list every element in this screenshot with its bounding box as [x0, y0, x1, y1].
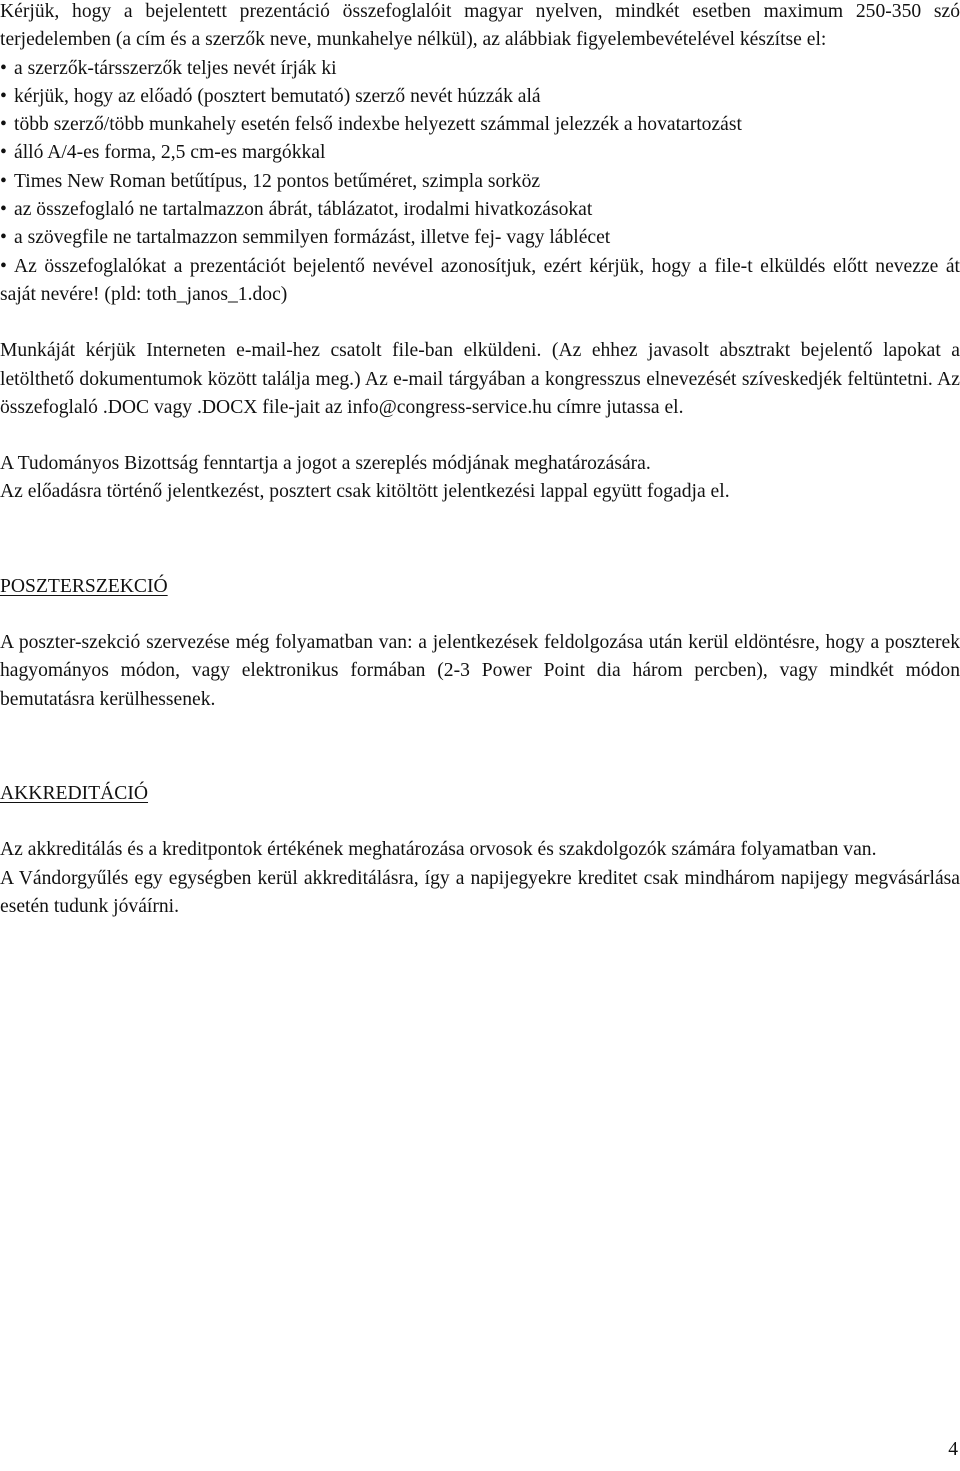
poster-paragraph: A poszter-szekció szervezése még folyamatban van: a jelentkezések feldolgozása után kerül eldöntésre, hogy a poszterek hagyományos módon, vagy elektronikus formában (2-3 Power Point dia három percben), vagy mindkét módon bemutatásra kerülhessenek. — [0, 632, 960, 710]
bullet-icon: • — [0, 199, 7, 221]
bullet-icon: • — [0, 142, 7, 164]
formatting-rules-list — [0, 55, 960, 310]
page-number: 4 — [948, 1439, 958, 1460]
bullet-icon: • — [0, 114, 7, 136]
accreditation-section-heading: AKKREDITÁCIÓ — [0, 782, 149, 804]
bullet-icon: • — [0, 57, 7, 79]
committee-line: Az előadásra történő jelentkezést, posztert csak kitöltött jelentkezési lappal együtt fogadja el. — [0, 481, 730, 503]
submission-paragraph: Munkáját kérjük Interneten e-mail-hez csatolt file-ban elküldeni. (Az ehhez javasolt absztrakt bejelentő lapokat a letölthető dokumentumok között találja meg.) Az e-mail tárgyában a kongresszus elnevezését szíveskedjék feltüntetni. Az összefoglaló .DOC vagy .DOCX file-jait az info@congress-service.hu címre jutassa el. — [0, 340, 960, 418]
rule-item: • a szövegfile ne tartalmazzon semmilyen formázást, illetve fej- vagy láblécet — [0, 224, 960, 252]
rule-item: • több szerző/több munkahely esetén felső indexbe helyezett számmal jelezzék a hovatartozást — [0, 111, 960, 139]
poster-section-heading: POSZTERSZEKCIÓ — [0, 575, 168, 597]
intro-paragraph: Kérjük, hogy a bejelentett prezentáció összefoglalóit magyar nyelven, mindkét esetben maximum 250-350 szó terjedelemben (a cím és a szerzők neve, munkahelye nélkül), az alábbiak figyelembevételével készítse el: — [0, 1, 960, 51]
bullet-icon: • — [0, 170, 7, 192]
rule-item: • kérjük, hogy az előadó (posztert bemutató) szerző nevét húzzák alá — [0, 83, 960, 111]
accreditation-paragraph: A Vándorgyűlés egy egységben kerül akkreditálásra, így a napijegyekre kreditet csak mindhárom napijegy megvásárlása esetén tudunk jóváírni. — [0, 867, 960, 917]
bullet-icon: • — [0, 85, 7, 107]
rule-item: • az összefoglaló ne tartalmazzon ábrát, táblázatot, irodalmi hivatkozásokat — [0, 196, 960, 224]
bullet-icon: • — [0, 255, 7, 277]
bullet-icon: • — [0, 227, 7, 249]
rule-item: • álló A/4-es forma, 2,5 cm-es margókkal — [0, 139, 960, 167]
rule-item: • Az összefoglalókat a prezentációt bejelentő nevével azonosítjuk, ezért kérjük, hogy a file-t elküldés előtt nevezze át saját nevére! (pld: toth_janos_1.doc) — [0, 253, 960, 310]
rule-item: • a szerzők-társszerzők teljes nevét írják ki — [0, 55, 960, 83]
accreditation-paragraph: Az akkreditálás és a kreditpontok értékének meghatározása orvosok és szakdolgozók számára folyamatban van. — [0, 839, 877, 861]
committee-line: A Tudományos Bizottság fenntartja a jogot a szereplés módjának meghatározására. — [0, 453, 651, 475]
rule-item: • Times New Roman betűtípus, 12 pontos betűméret, szimpla sorköz — [0, 168, 960, 196]
committee-block — [0, 450, 960, 507]
